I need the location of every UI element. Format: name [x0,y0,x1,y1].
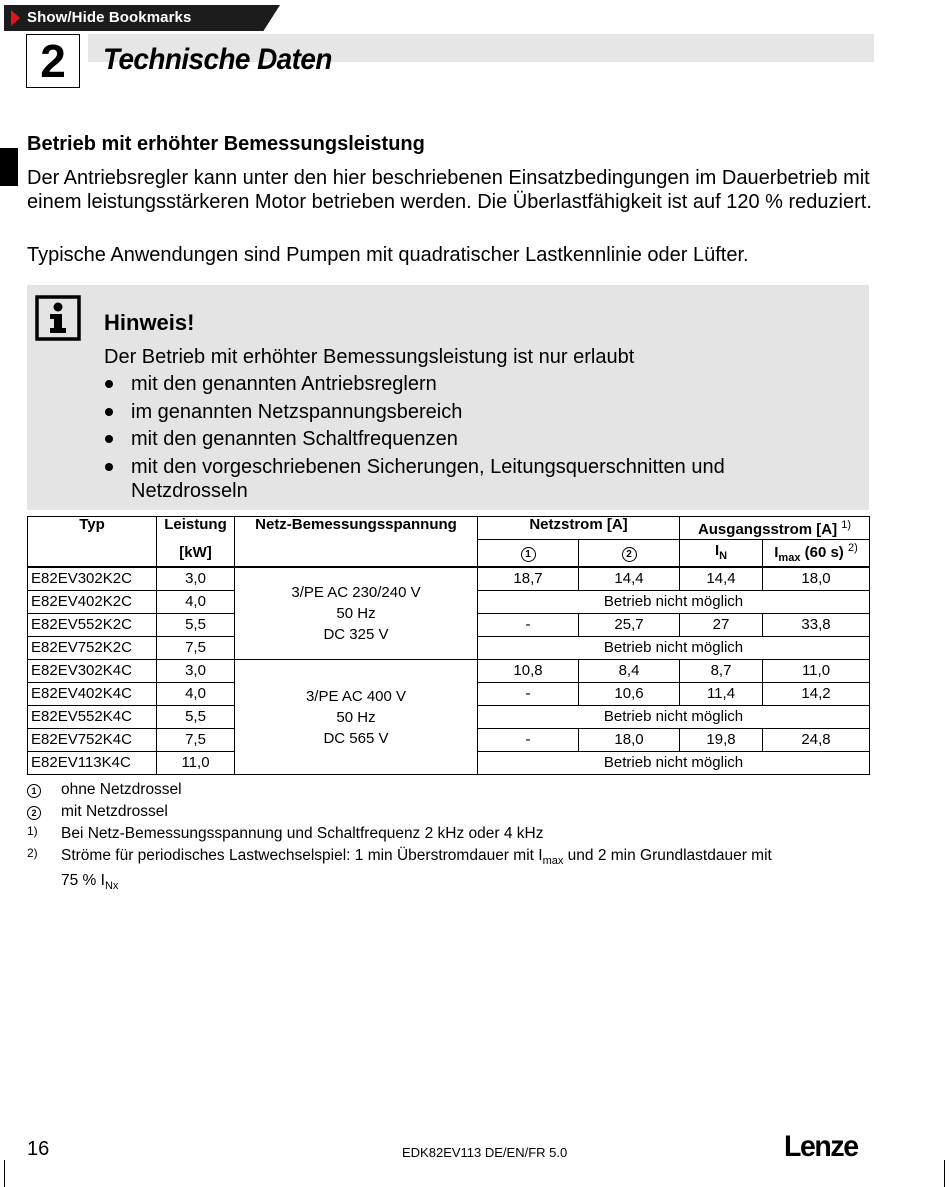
cell-kw: 7,5 [157,729,235,752]
rating-table [27,516,870,775]
header-leistung-unit: [kW] [157,540,235,568]
header-netzstrom-col1 [478,540,579,568]
header-leistung: Leistung [157,517,235,540]
cell-not-possible: Betrieb nicht möglich [478,752,870,775]
header-in-label: I [714,541,720,559]
footnote-4 [27,846,867,893]
header-imax-sup: 2) [847,542,858,554]
show-hide-bookmarks-label[interactable]: Show/Hide Bookmarks [27,9,192,26]
document-code: EDK82EV113 DE/EN/FR 5.0 [402,1145,568,1160]
cell-typ: E82EV552K2C [28,614,157,637]
section-title: Betrieb mit erhöhter Bemessungsleistung [27,133,425,155]
cell-in: 11,4 [680,683,763,706]
cell-not-possible: Betrieb nicht möglich [478,637,870,660]
cell-netzstrom-2: 14,4 [579,567,680,591]
header-typ [28,517,157,568]
header-netzstrom: Netzstrom [A] [478,517,680,540]
table-row [28,660,870,683]
cell-kw: 3,0 [157,567,235,591]
cell-voltage-group-1 [235,567,478,660]
footnote-text-part: und 2 min Grundlastdauer mit [563,847,772,864]
crop-mark [944,1160,945,1187]
footnote-text [61,846,861,896]
cell-typ: E82EV552K4C [28,706,157,729]
header-ausgang-sup: 1) [841,519,852,531]
cell-typ: E82EV402K2C [28,591,157,614]
header-ausgangsstrom [680,517,870,540]
bullet-icon [105,463,113,471]
cell-in: 19,8 [680,729,763,752]
list-item-text: mit den genannten Schaltfrequenzen [131,428,458,450]
header-netzstrom-col2 [579,540,680,568]
cell-typ: E82EV752K2C [28,637,157,660]
cell-netzstrom-2: 18,0 [579,729,680,752]
cell-voltage-group-2 [235,660,478,775]
list-item [104,427,844,451]
circled-one-icon: 1 [27,784,41,798]
cell-not-possible: Betrieb nicht möglich [478,706,870,729]
cell-imax: 11,0 [763,660,870,683]
note-intro: Der Betrieb mit erhöhter Bemessungsleistung ist nur erlaubt [104,346,635,368]
cell-kw: 7,5 [157,637,235,660]
bookmark-arrow-icon[interactable] [11,10,20,26]
crop-mark [4,1160,5,1187]
chapter-title: Technische Daten [103,43,332,76]
cell-not-possible: Betrieb nicht möglich [478,591,870,614]
page-number: 16 [27,1138,50,1160]
header-spannung [235,517,478,568]
footnote-2 [27,802,867,822]
footnote-text-part: Ströme für periodisches Lastwechselspiel: 1 min Überstromdauer mit I [61,847,543,864]
list-item-text: mit den genannten Antriebsreglern [131,373,437,395]
list-item [104,400,844,424]
margin-marker [0,148,18,186]
header-imax [763,540,870,568]
header-in [680,540,763,568]
list-item-text: im genannten Netzspannungsbereich [131,400,463,423]
cell-netzstrom-1: - [478,614,579,637]
cell-typ: E82EV402K4C [28,683,157,706]
footnote-text-part: 75 % I [61,872,105,890]
cell-kw: 3,0 [157,660,235,683]
cell-kw: 4,0 [157,591,235,614]
footnote-sub: Nx [104,880,119,893]
cell-typ: E82EV113K4C [28,752,157,775]
circled-two-icon: 2 [622,547,637,562]
cell-netzstrom-1: - [478,729,579,752]
voltage-line: 50 Hz [336,605,376,622]
header-in-sub: N [719,549,728,562]
chapter-number: 2 [26,34,80,88]
bullet-icon [105,408,113,416]
circled-one-icon: 1 [521,547,536,562]
cell-in: 14,4 [680,567,763,591]
lenze-logo: Lenze [784,1130,858,1163]
voltage-line: 3/PE AC 400 V [305,687,407,705]
header-imax-rest: (60 s) [800,544,844,561]
cell-kw: 5,5 [157,706,235,729]
bullet-icon [105,380,113,388]
header-imax-sub: max [778,552,801,564]
footnote-text: mit Netzdrossel [61,803,168,820]
bullet-icon [105,435,113,443]
cell-netzstrom-1: - [478,683,579,706]
cell-netzstrom-2: 25,7 [579,614,680,637]
voltage-line: DC 565 V [323,729,389,747]
header-imax-label: I [774,544,779,561]
footnote-key: 2) [27,846,38,860]
cell-kw: 4,0 [157,683,235,706]
footnote-1 [27,780,867,800]
cell-in: 27 [680,614,763,637]
header-spannung-label: Netz-Bemessungsspannung [255,516,457,533]
cell-netzstrom-1: 10,8 [478,660,579,683]
list-item-text: mit den vorgeschriebenen Sicherungen, Leitungsquerschnitten und Netzdrosseln [131,455,725,502]
voltage-line: DC 325 V [323,626,389,643]
cell-kw: 11,0 [157,752,235,775]
cell-typ: E82EV302K2C [28,567,157,591]
cell-imax: 33,8 [763,614,870,637]
cell-imax: 14,2 [763,683,870,706]
cell-netzstrom-2: 8,4 [579,660,680,683]
header-typ-label: Typ [79,516,105,533]
header-ausgang-label: Ausgangsstrom [A] [697,521,838,538]
voltage-line: 50 Hz [336,708,376,726]
footnote-key: 1) [27,824,38,838]
list-item [104,372,844,396]
circled-two-icon: 2 [27,806,41,820]
cell-typ: E82EV752K4C [28,729,157,752]
cell-imax: 24,8 [763,729,870,752]
footnote-sub: max [542,855,564,868]
cell-in: 8,7 [680,660,763,683]
cell-kw: 5,5 [157,614,235,637]
info-icon [35,295,81,341]
footnote-text: Bei Netz-Bemessungsspannung und Schaltfrequenz 2 kHz oder 4 kHz [61,825,544,842]
footnote-text: ohne Netzdrossel [61,781,182,798]
cell-imax: 18,0 [763,567,870,591]
note-list [104,372,844,506]
cell-typ: E82EV302K4C [28,660,157,683]
cell-netzstrom-1: 18,7 [478,567,579,591]
footnote-3 [27,824,867,844]
note-title: Hinweis! [104,310,195,335]
list-item [104,455,844,503]
paragraph-1: Der Antriebsregler kann unter den hier beschriebenen Einsatzbedingungen im Dauerbetrieb mit einem leistungsstärkeren Motor betrieben werden. Die Überlastfähigkeit ist auf 120 % reduziert. [27,167,872,213]
voltage-line: 3/PE AC 230/240 V [291,584,421,601]
paragraph-2: Typische Anwendungen sind Pumpen mit quadratischer Lastkennlinie oder Lüfter. [27,244,749,266]
table-row [28,567,870,591]
cell-netzstrom-2: 10,6 [579,683,680,706]
